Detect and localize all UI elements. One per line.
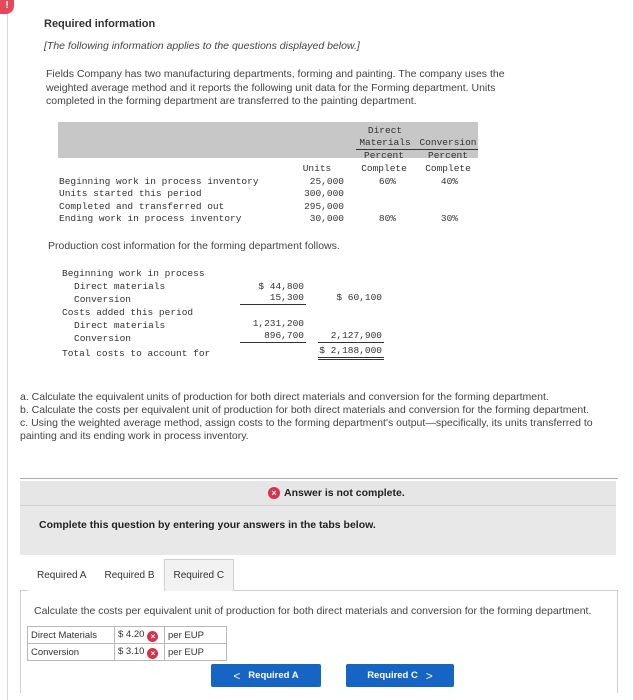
- prev-button-label: Required A: [248, 670, 299, 681]
- total-rule: [318, 357, 384, 358]
- cost-label: Beginning work in process: [62, 268, 205, 279]
- conv-header-3: Complete: [425, 163, 471, 174]
- total-rule: [318, 359, 384, 360]
- status-text: Answer is not complete.: [284, 487, 405, 499]
- panel-text: Complete this question by entering your answers in the tabs below.: [39, 519, 376, 531]
- row-units: 25,000: [309, 176, 344, 187]
- cost-subtotal: 2,127,900: [330, 330, 382, 341]
- subtotal-rule: [240, 304, 306, 305]
- cost-value: $ 44,800: [258, 281, 304, 292]
- row-units: 300,000: [304, 188, 344, 199]
- units-header: Units: [302, 163, 332, 174]
- row-label: Beginning work in process inventory: [59, 176, 259, 187]
- row-label: Units started this period: [59, 188, 202, 199]
- row-label: Ending work in process inventory: [59, 213, 242, 224]
- cost-label: Direct materials: [74, 281, 166, 292]
- answer-table: [27, 626, 227, 661]
- tab-required-c[interactable]: Required C: [164, 559, 235, 591]
- x-circle-icon: ×: [268, 487, 280, 499]
- cost-label: Conversion: [74, 333, 132, 344]
- answer-input[interactable]: [115, 644, 165, 661]
- cost-label: Costs added this period: [62, 307, 194, 318]
- divider: [20, 478, 618, 479]
- question-a: a. Calculate the equivalent units of production for both direct materials and conversion for the forming department.: [20, 391, 549, 403]
- row-units: 30,000: [309, 213, 344, 224]
- dm-header-3: Percent: [364, 150, 404, 161]
- answer-value[interactable]: $ 4.20: [118, 628, 145, 640]
- cost-label: Conversion: [74, 294, 132, 305]
- production-heading: Production cost information for the forming department follows.: [48, 240, 340, 252]
- incorrect-icon: ×: [147, 631, 158, 642]
- cost-subtotal: $ 60,100: [336, 292, 382, 303]
- page-title: Required information: [44, 18, 156, 30]
- answer-value[interactable]: $ 3.10: [118, 645, 145, 657]
- alert-icon: !: [0, 0, 14, 14]
- question-c: c. Using the weighted average method, assign costs to the forming department's output—specifically, its units transferred to painting and its ending work in process inventory.: [20, 417, 593, 442]
- dm-header-1: Direct: [367, 125, 403, 136]
- answer-unit: per EUP: [165, 627, 227, 644]
- row-units: 295,000: [304, 201, 344, 212]
- cost-label: Direct materials: [74, 320, 166, 331]
- conv-header-1: Conversion: [419, 137, 477, 148]
- subtotal-rule: [240, 342, 306, 343]
- tab-instruction: Calculate the costs per equivalent unit of production for both direct materials and conversion for the forming department.: [34, 605, 592, 617]
- cost-label: Total costs to account for: [62, 348, 211, 359]
- status-message: [268, 487, 405, 499]
- row-dm-pct: 60%: [378, 176, 396, 187]
- intro-paragraph: Fields Company has two manufacturing departments, forming and painting. The company uses the weighted average method and it reports the following unit data for the Forming department. Units completed in the forming department are transferred to the painting department.: [46, 68, 505, 107]
- cost-value: 15,300: [269, 292, 304, 303]
- answer-unit: per EUP: [165, 644, 227, 661]
- next-button-label: Required C: [367, 670, 418, 681]
- answer-label: Direct Materials: [28, 627, 115, 644]
- page-subtitle: [The following information applies to the questions displayed below.]: [44, 40, 360, 52]
- chevron-right-icon: >: [425, 668, 433, 683]
- question-b: b. Calculate the costs per equivalent unit of production for both direct materials and conversion for the forming department.: [20, 404, 590, 416]
- cost-value: 1,231,200: [252, 318, 304, 329]
- tab-bar: [28, 559, 234, 591]
- incorrect-icon: ×: [147, 648, 158, 659]
- row-conv-pct: 40%: [440, 176, 458, 187]
- question-list: [20, 391, 616, 443]
- table-row: [28, 627, 227, 644]
- chevron-left-icon: <: [233, 668, 241, 683]
- subtotal-rule: [318, 342, 384, 343]
- prev-button[interactable]: [211, 664, 321, 687]
- cost-total: $ 2,188,000: [319, 345, 382, 356]
- conv-header-2: Percent: [428, 150, 468, 161]
- answer-input[interactable]: [115, 627, 165, 644]
- next-button[interactable]: [346, 664, 454, 687]
- row-dm-pct: 80%: [378, 213, 396, 224]
- tab-required-b[interactable]: Required B: [95, 559, 163, 591]
- cost-value: 896,700: [264, 330, 304, 341]
- row-label: Completed and transferred out: [59, 201, 225, 212]
- table-row: [28, 644, 227, 661]
- dm-header-2: Materials: [359, 137, 411, 148]
- row-conv-pct: 30%: [440, 213, 458, 224]
- dm-header-4: Complete: [361, 163, 407, 174]
- tab-required-a[interactable]: Required A: [28, 559, 95, 591]
- answer-label: Conversion: [28, 644, 115, 661]
